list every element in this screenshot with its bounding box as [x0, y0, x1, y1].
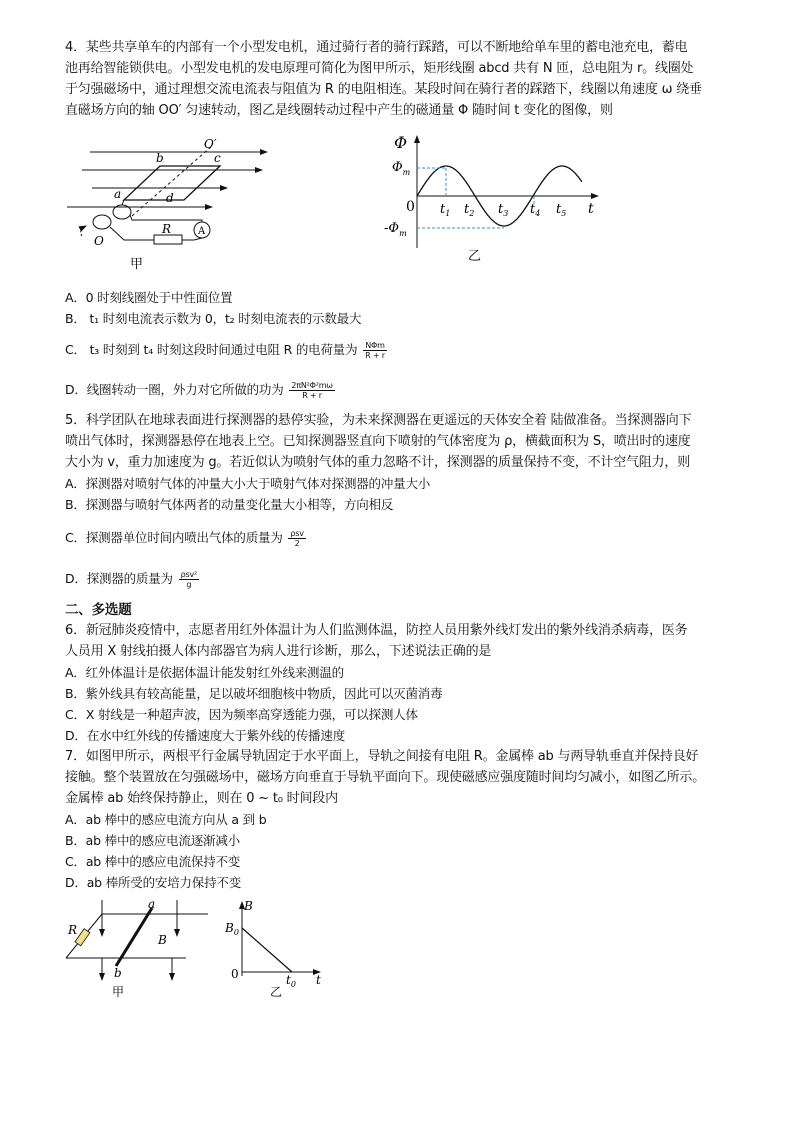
q6-option-a[interactable]: A．红外体温计是依据体温计能发射红外线来测温的 [65, 665, 344, 680]
t2-label: $t_2$ [464, 202, 475, 218]
axis-B-label: B [244, 899, 253, 913]
q7-option-d[interactable]: D．ab 棒所受的安培力保持不变 [65, 875, 241, 890]
q4-option-b[interactable]: B． t₁ 时刻电流表示数为 0，t₂ 时刻电流表的示数最大 [65, 311, 362, 326]
q4-option-c-text: C． t₃ 时刻到 t₄ 时刻这段时间通过电阻 R 的电荷量为 [65, 342, 358, 357]
q4-option-d-text: D．线圈转动一圈，外力对它所做的功为 [65, 382, 284, 397]
q7-stem-line-2: 接触。整个装置放在匀强磁场中，磁场方向垂直于导轨平面向下。现使磁感应强度随时间均匀减小，如图乙所示。 [65, 770, 706, 785]
label-O: O [94, 234, 104, 248]
figure-yi-caption: 乙 [468, 249, 482, 264]
q5-stem-line-2: 喷出气体时，探测器悬停在地表上空。已知探测器竖直向下喷射的气体密度为 ρ，横截面积为 S，喷出时的速度 [65, 434, 691, 449]
t0-label: $t_0$ [286, 973, 296, 989]
figure-yi-caption: 乙 [270, 985, 283, 999]
origin-label: 0 [406, 199, 415, 215]
t5-label: $t_5$ [556, 202, 567, 218]
q4-option-d[interactable] [65, 380, 780, 400]
q5-option-a[interactable]: A．探测器对喷射气体的冲量大小大于喷射气体对探测器的冲量大小 [65, 476, 431, 491]
q7-stem-line-3: 金属棒 ab 始终保持静止，则在 0 ~ t₀ 时间段内 [65, 791, 338, 806]
origin-label: 0 [231, 967, 239, 981]
q4-option-a[interactable]: A．0 时刻线圈处于中性面位置 [65, 290, 233, 305]
label-B: B [158, 933, 167, 947]
phim-label: $\Phi_m$ [392, 160, 411, 177]
neg-phim-label: $-\Phi_m$ [384, 221, 407, 238]
q6-stem-line-2: 人员用 X 射线拍摄人体内部器官为病人进行诊断，那么，下述说法正确的是 [65, 644, 492, 659]
q4-stem-line-1: 4．某些共享单车的内部有一个小型发电机，通过骑行者的骑行踩踏，可以不断地给单车里的蓄电池充电，蓄电 [65, 40, 688, 55]
q5-option-d[interactable] [65, 569, 780, 589]
q7-stem-line-1: 7．如图甲所示，两根平行金属导轨固定于水平面上，导轨之间接有电阻 R。金属棒 ab 与两导轨垂直并保持良好 [65, 749, 699, 764]
axis-phi-label: Φ [394, 133, 408, 152]
q5-option-d-fraction: $\frac{\text{ρsv²}}{g}$ [180, 570, 197, 589]
label-b: b [156, 151, 164, 165]
q4-option-c[interactable] [65, 340, 780, 360]
t1-label: $t_1$ [440, 202, 451, 218]
q5-option-c-text: C．探测器单位时间内喷出气体的质量为 [65, 530, 283, 545]
q4-figure-yi [380, 128, 605, 268]
q5-option-d-text: D．探测器的质量为 [65, 571, 173, 586]
label-ammeter-A: A [198, 226, 206, 237]
q6-option-c[interactable]: C．X 射线是一种超声波，因为频率高穿透能力强，可以探测人体 [65, 707, 418, 722]
q6-option-b[interactable]: B．紫外线具有较高能量，足以破坏细胞核中物质，因此可以灭菌消毒 [65, 686, 443, 701]
t3-label: $t_3$ [498, 202, 509, 218]
t4-label: $t_4$ [530, 202, 541, 218]
figure-jia-caption: 甲 [112, 985, 125, 999]
q7-figure-yi [222, 896, 327, 1000]
section-heading: 二、多选题 [65, 602, 132, 618]
q7-figure-jia [62, 896, 212, 1002]
q5-option-b[interactable]: B．探测器与喷射气体两者的动量变化量大小相等，方向相反 [65, 497, 394, 512]
q5-option-c[interactable] [65, 528, 780, 548]
q7-option-b[interactable]: B．ab 棒中的感应电流逐渐减小 [65, 833, 240, 848]
q5-stem-line-3: 大小为 v，重力加速度为 g。若近似认为喷射气体的重力忽略不计，探测器的质量保持不变，不计空气阻力，则 [65, 455, 691, 470]
q5-option-c-fraction: $\frac{\text{ρsv}}{2}$ [290, 529, 304, 548]
q5-stem-line-1: 5．科学团队在地球表面进行探测器的悬停实验，为未来探测器在更遥远的天体安全着 陆做准备。当探测器向下 [65, 413, 692, 428]
q4-stem-line-3: 于匀强磁场中，通过理想交流电流表与阻值为 R 的电阻相连。某段时间在骑行者的踩踏下，线圈以角速度 ω 绕垂 [65, 82, 702, 97]
label-c: c [214, 151, 221, 165]
q7-option-c[interactable]: C．ab 棒中的感应电流保持不变 [65, 854, 241, 869]
label-d: d [166, 191, 174, 205]
label-R: R [68, 923, 78, 937]
B0-label: $B_0$ [225, 921, 239, 937]
label-R: R [162, 222, 172, 236]
b-decrease-line [242, 928, 292, 972]
q7-option-a[interactable]: A．ab 棒中的感应电流方向从 a 到 b [65, 812, 267, 827]
axis-t-label: t [316, 973, 321, 987]
figure-jia-caption: 甲 [130, 257, 144, 272]
q4-stem-line-4: 直磁场方向的轴 OO′ 匀速转动，图乙是线圈转动过程中产生的磁通量 Φ 随时间 t 变化的图像，则 [65, 103, 613, 118]
label-b: b [114, 966, 122, 980]
q4-option-d-fraction: $\frac{\text{2πN²Φ²mω}}{R + r}$ [291, 381, 333, 400]
axis-t-label: t [588, 201, 594, 217]
q6-stem-line-1: 6．新冠肺炎疫情中，志愿者用红外体温计为人们监测体温，防控人员用紫外线灯发出的紫外线消杀病毒，医务 [65, 623, 688, 638]
q4-figure-jia [62, 132, 282, 277]
label-a: a [148, 897, 156, 911]
q6-option-d[interactable]: D．在水中红外线的传播速度大于紫外线的传播速度 [65, 728, 346, 743]
q4-stem-line-2: 池再给智能锁供电。小型发电机的发电原理可简化为图甲所示，矩形线圈 abcd 共有 N 匝，总电阻为 r。线圈处 [65, 61, 694, 76]
label-O-prime: O′ [204, 137, 217, 151]
q4-option-c-fraction: $\frac{\text{NΦm}}{R + r}$ [365, 341, 385, 360]
label-a: a [114, 187, 122, 201]
